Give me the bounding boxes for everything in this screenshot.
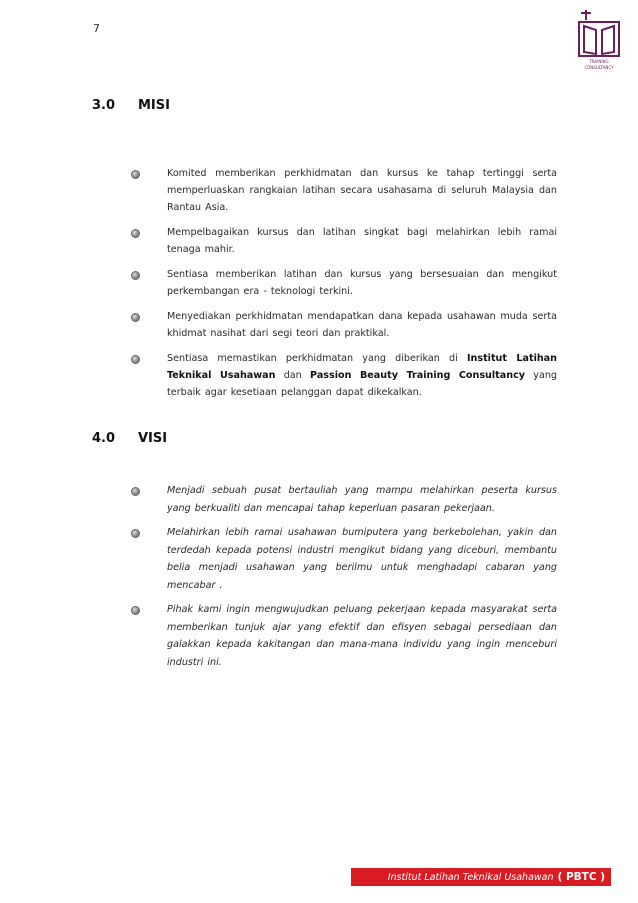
bullet-icon: [131, 271, 140, 280]
list-item: [130, 308, 557, 342]
text-segment: dan: [275, 370, 311, 381]
item-text: [167, 482, 557, 517]
text-segment: Sentiasa memastikan perkhidmatan yang diberikan di: [167, 353, 467, 364]
misi-title: MISI: [138, 98, 170, 113]
item-text: [167, 165, 557, 216]
footer-code: ( PBTC ): [557, 871, 605, 883]
misi-heading: [92, 98, 170, 113]
bullet-icon: [131, 229, 140, 238]
bullet-icon: [131, 170, 140, 179]
list-item: [130, 165, 557, 216]
bold-text: Institut Latihan Teknikal Usahawan: [167, 353, 557, 381]
text-segment: Menyediakan perkhidmatan mendapatkan dana kepada usahawan muda serta khidmat nasihat dari segi teori dan praktikal.: [167, 311, 557, 339]
item-text: [167, 524, 557, 594]
list-item: [130, 266, 557, 300]
misi-number: 3.0: [92, 98, 116, 113]
item-text: [167, 266, 557, 300]
list-item: [130, 350, 557, 401]
visi-list: [130, 482, 557, 678]
text-segment: Pihak kami ingin mengwujudkan peluang pekerjaan kepada masyarakat serta memberikan tunjuk ajar yang efektif dan efisyen sebagai persediaan dan galakkan kepada kakitangan dan mana-mana individu yang ingin menceburi industri ini.: [167, 604, 557, 668]
text-segment: Melahirkan lebih ramai usahawan bumiputera yang berkebolehan, yakin dan terdedah kepada potensi industri mengikut bidang yang diceburi, membantu belia menjadi usahawan yang berilmu untuk menghadapi cabaran yang mencabar .: [167, 527, 557, 591]
page-number: 7: [93, 22, 100, 35]
visi-title: VISI: [138, 431, 168, 446]
bullet-icon: [131, 487, 140, 496]
bullet-icon: [131, 313, 140, 322]
footer-text: Institut Latihan Teknikal Usahawan: [387, 871, 554, 883]
visi-number: 4.0: [92, 431, 116, 446]
bullet-icon: [131, 529, 140, 538]
bullet-icon: [131, 606, 140, 615]
list-item: [130, 224, 557, 258]
visi-heading: [92, 431, 167, 446]
list-item: [130, 482, 557, 517]
text-segment: Mempelbagaikan kursus dan latihan singkat bagi melahirkan lebih ramai tenaga mahir.: [167, 227, 557, 255]
company-logo: [572, 8, 626, 72]
list-item: [130, 524, 557, 594]
text-segment: Sentiasa memberikan latihan dan kursus yang bersesuaian dan mengikut perkembangan era - teknologi terkini.: [167, 269, 557, 297]
footer-bar: [351, 868, 611, 886]
text-segment: Komited memberikan perkhidmatan dan kursus ke tahap tertinggi serta memperluaskan rangkaian latihan secara usahasama di seluruh Malaysia dan Rantau Asia.: [167, 168, 557, 213]
logo-text-1: TRAINING: [589, 59, 609, 64]
list-item: [130, 601, 557, 671]
item-text: [167, 350, 557, 401]
bold-text: Passion Beauty Training Consultancy: [310, 370, 526, 381]
window-logo-icon: [572, 8, 626, 72]
bullet-icon: [131, 355, 140, 364]
item-text: [167, 308, 557, 342]
item-text: [167, 601, 557, 671]
logo-text-2: CONSULTANCY: [584, 65, 614, 70]
misi-list: [130, 165, 557, 409]
text-segment: Menjadi sebuah pusat bertauliah yang mampu melahirkan peserta kursus yang berkualiti dan mencapai tahap keperluan pasaran pekerjaan.: [167, 485, 557, 514]
text-segment: yang terbaik agar kesetiaan pelanggan dapat dikekalkan.: [167, 370, 558, 398]
item-text: [167, 224, 557, 258]
